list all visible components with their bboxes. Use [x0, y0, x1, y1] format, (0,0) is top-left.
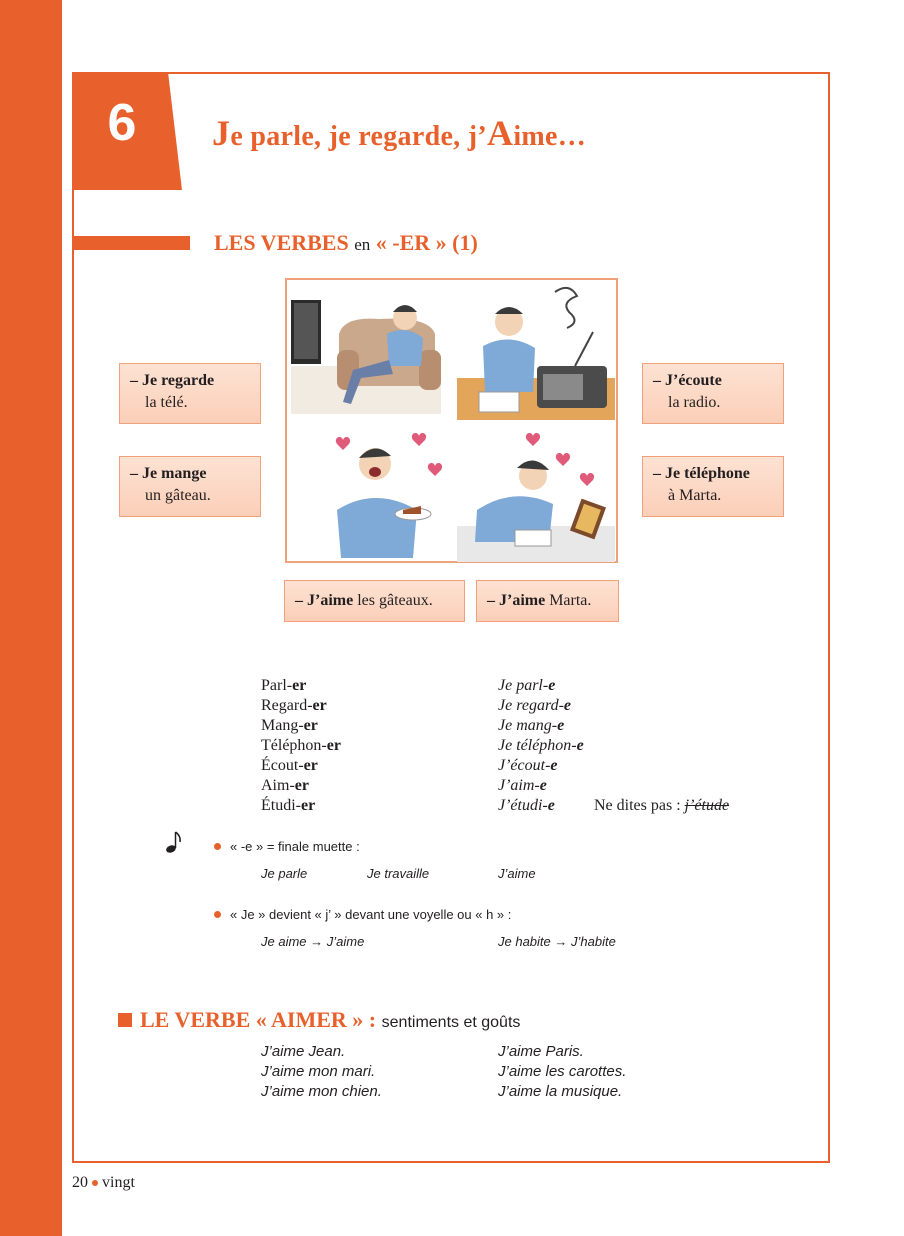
- conjugated-row: [498, 696, 571, 716]
- conjugated-stem: J’écout-: [498, 757, 551, 774]
- infinitive-stem: Regard-: [261, 697, 313, 714]
- infinitive-row: [261, 676, 306, 696]
- conjugated-ending: e: [563, 697, 572, 714]
- conjugated-row: [498, 796, 555, 816]
- caption-rest: Marta.: [549, 592, 592, 609]
- illustration-panel: [285, 278, 618, 563]
- dont-say-wrong-form: j’étude: [684, 797, 730, 814]
- conjugated-row: [498, 736, 584, 756]
- section2-title: LE VERBE « AIMER » :: [140, 1007, 377, 1032]
- man-listening-radio-illustration: [457, 282, 615, 420]
- infinitive-ending: er: [301, 797, 316, 814]
- infinitive-row: [261, 716, 318, 736]
- caption-bold: – J’aime: [487, 592, 546, 609]
- caption-je-regarde: [119, 363, 261, 424]
- aimer-example: J’aime la musique.: [498, 1083, 623, 1100]
- caption-rest: la télé.: [145, 394, 188, 411]
- conjugated-stem: Je regard-: [498, 697, 564, 714]
- conjugated-ending: e: [547, 797, 555, 814]
- conjugated-row: [498, 756, 558, 776]
- infinitive-row: [261, 756, 318, 776]
- man-on-phone-illustration: [457, 430, 615, 562]
- caption-j-ecoute: [642, 363, 784, 424]
- section-heading-part-b: en: [354, 235, 371, 254]
- chapter-title-part1: e parle, je regarde, j’: [230, 121, 488, 152]
- note-je-devient-j: « Je » devient « j’ » devant une voyelle ou « h » :: [230, 907, 512, 922]
- chapter-title-part2: ime…: [513, 121, 587, 152]
- note-finale-muette: « -e » = finale muette :: [230, 839, 360, 854]
- conjugated-row: [498, 776, 547, 796]
- infinitive-ending: er: [303, 757, 318, 774]
- infinitive-row: [261, 696, 327, 716]
- chapter-number: 6: [107, 94, 137, 152]
- dont-say-note: [594, 796, 729, 816]
- conjugated-stem: J’aim-: [498, 777, 540, 794]
- infinitive-stem: Parl-: [261, 677, 293, 694]
- infinitive-stem: Mang-: [261, 717, 304, 734]
- footer-dot: [92, 1180, 98, 1186]
- section-heading-part-a: LES VERBES: [214, 230, 349, 255]
- infinitive-row: [261, 796, 315, 816]
- aimer-example: J’aime Paris.: [498, 1043, 584, 1060]
- note1-example: Je travaille: [367, 866, 430, 881]
- caption-rest: un gâteau.: [145, 487, 211, 504]
- caption-rest: les gâteaux.: [357, 592, 433, 609]
- note1-example: Je parle: [261, 866, 308, 881]
- orange-side-band: [0, 0, 62, 1236]
- section-bar: [72, 236, 190, 250]
- infinitive-ending: er: [294, 777, 309, 794]
- infinitive-row: [261, 776, 309, 796]
- caption-je-mange: [119, 456, 261, 517]
- caption-bold: – Je regarde: [130, 372, 215, 389]
- caption-bold: – Je téléphone: [653, 465, 750, 482]
- man-watching-tv-illustration: [289, 294, 449, 414]
- note1-example: J’aime: [498, 866, 536, 881]
- conjugated-ending: e: [548, 677, 556, 694]
- infinitive-ending: er: [326, 737, 341, 754]
- section-square-marker: [118, 1013, 132, 1027]
- caption-rest: à Marta.: [668, 487, 722, 504]
- section-heading-part-c: « -ER » (1): [375, 230, 478, 255]
- note2-example: Je aime → J’aime: [261, 934, 365, 949]
- caption-je-telephone: [642, 456, 784, 517]
- conjugated-row: [498, 716, 564, 736]
- bullet-dot: [214, 843, 221, 850]
- page-number: 20: [72, 1174, 88, 1191]
- conjugated-ending: e: [576, 737, 584, 754]
- chapter-title-initial2: A: [487, 113, 514, 153]
- conjugated-ending: e: [550, 757, 558, 774]
- conjugated-ending: e: [557, 717, 565, 734]
- caption-j-aime-marta: [476, 580, 619, 622]
- caption-rest: la radio.: [668, 394, 721, 411]
- conjugated-stem: Je mang-: [498, 717, 558, 734]
- aimer-example: J’aime mon chien.: [261, 1083, 382, 1100]
- caption-bold: – Je mange: [130, 465, 207, 482]
- conjugated-stem: Je téléphon-: [498, 737, 577, 754]
- man-eating-cake-illustration: [317, 430, 447, 560]
- chapter-title: [212, 112, 586, 154]
- conjugated-ending: e: [539, 777, 547, 794]
- infinitive-ending: er: [312, 697, 327, 714]
- bullet-dot: [214, 911, 221, 918]
- note2-example: Je habite → J’habite: [498, 934, 616, 949]
- music-note-icon: [165, 830, 183, 854]
- infinitive-stem: Aim-: [261, 777, 295, 794]
- aimer-example: J’aime Jean.: [261, 1043, 346, 1060]
- section-heading-aimer: [140, 1007, 520, 1033]
- caption-j-aime-gateaux: [284, 580, 465, 622]
- conjugated-stem: Je parl-: [498, 677, 549, 694]
- infinitive-stem: Écout-: [261, 757, 304, 774]
- infinitive-ending: er: [303, 717, 318, 734]
- section2-subtitle: sentiments et goûts: [381, 1014, 521, 1031]
- section-heading-verbes: [214, 230, 478, 256]
- aimer-example: J’aime mon mari.: [261, 1063, 376, 1080]
- caption-bold: – J’écoute: [653, 372, 722, 389]
- chapter-title-initial: J: [212, 113, 231, 153]
- page-word: vingt: [102, 1174, 135, 1191]
- aimer-example: J’aime les carottes.: [498, 1063, 627, 1080]
- infinitive-stem: Étudi-: [261, 797, 301, 814]
- conjugated-row: [498, 676, 555, 696]
- page-footer: [72, 1174, 135, 1192]
- infinitive-row: [261, 736, 341, 756]
- infinitive-ending: er: [292, 677, 307, 694]
- caption-bold: – J’aime: [295, 592, 354, 609]
- dont-say-label: Ne dites pas :: [594, 797, 681, 814]
- infinitive-stem: Téléphon-: [261, 737, 327, 754]
- conjugated-stem: J’étudi-: [498, 797, 548, 814]
